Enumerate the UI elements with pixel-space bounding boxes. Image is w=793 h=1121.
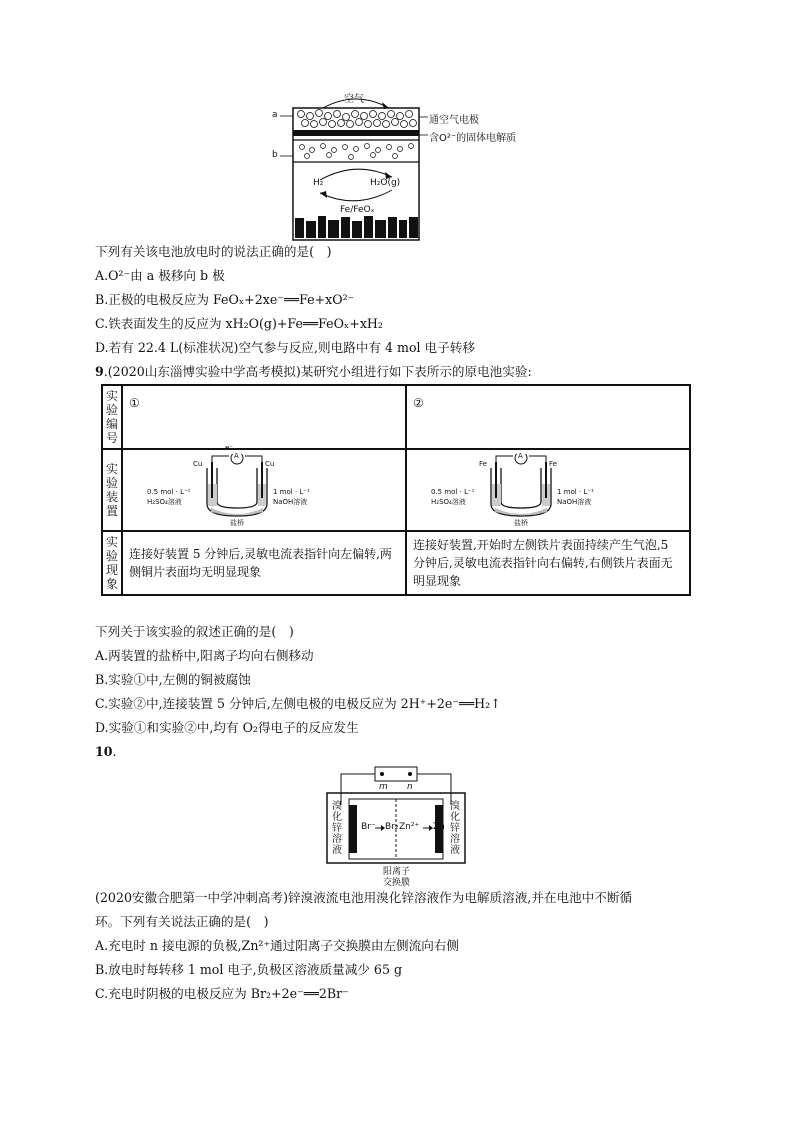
salt-bridge-2: 盐桥	[514, 519, 528, 527]
salt-bridge-1: 盐桥	[230, 519, 244, 527]
exp2-id: ②	[413, 396, 424, 410]
left-metal-1: Cu	[193, 460, 203, 468]
right-solution-2b: NaOH溶液	[557, 498, 592, 506]
q8-option-c[interactable]: C.铁表面发生的反应为 xH₂O(g)+Fe══FeOₓ+xH₂	[95, 316, 383, 331]
q9-number: 9	[95, 364, 104, 379]
row-head-id	[102, 385, 122, 449]
membrane-label-2: 交换膜	[383, 878, 411, 888]
left-solution-2b: H₂SO₄溶液	[431, 498, 466, 506]
apparatus2-cell	[406, 449, 690, 531]
left-solution-1a: 0.5 mol · L⁻¹	[147, 488, 191, 496]
observation2-cell	[406, 531, 690, 595]
q9-option-b[interactable]: B.实验①中,左侧的铜被腐蚀	[95, 672, 251, 687]
observation2: 连接好装置,开始时左侧铁片表面持续产生气泡,5 分钟后,灵敏电流表指针向右偏转,右侧铁片表面无明显现象	[413, 538, 673, 588]
q8-option-a[interactable]: A.O²⁻由 a 极移向 b 极	[95, 268, 225, 283]
right-solution-1a: 1 mol · L⁻¹	[273, 488, 310, 496]
left-sol-char: 液	[332, 845, 342, 856]
h2o-label: H₂O(g)	[370, 178, 401, 188]
row-head-id-text: 实验编号	[106, 389, 119, 445]
fuel-cell-diagram	[268, 92, 568, 242]
air-label: 空气	[344, 94, 364, 105]
q9-option-d[interactable]: D.实验①和实验②中,均有 O₂得电子的反应发生	[95, 720, 359, 735]
figure-zinc-bromine	[325, 765, 467, 887]
q9-option-a[interactable]: A.两装置的盐桥中,阳离子均向右侧移动	[95, 648, 314, 663]
row-head-observation	[102, 531, 122, 595]
q10-intro-1: (2020安徽合肥第一中学冲刺高考)锌溴液流电池用溴化锌溶液作为电解质溶液,并在电池中不断循	[95, 890, 633, 905]
q10-option-a[interactable]: A.充电时 n 接电源的负极,Zn²⁺通过阳离子交换膜由左侧流向右侧	[95, 938, 460, 953]
exp2-id-cell	[406, 385, 690, 449]
exp1-id-cell	[122, 385, 406, 449]
electron-label-1: e⁻	[225, 444, 234, 452]
right-solution-1b: NaOH溶液	[273, 498, 308, 506]
table-row-apparatus	[102, 449, 690, 531]
q9-header	[95, 363, 532, 381]
q9-intro: .(2020山东淄博实验中学高考模拟)某研究小组进行如下表所示的原电池实验:	[103, 364, 532, 379]
electrode-b-label: b	[272, 150, 278, 160]
q10-option-b[interactable]: B.放电时每转移 1 mol 电子,负极区溶液质量减少 65 g	[95, 962, 403, 977]
right-sol-char: 化	[450, 812, 460, 823]
exp1-id: ①	[129, 396, 140, 410]
right-sol-char: 锌	[450, 823, 460, 834]
q10-header	[95, 743, 117, 761]
air-electrode-label: 通空气电极	[429, 115, 479, 126]
h2-label: H₂	[313, 178, 324, 188]
br2-label: Br₂	[385, 822, 399, 832]
terminal-m: m	[379, 782, 388, 792]
right-metal-2: Fe	[549, 460, 557, 468]
right-sol-char: 溶	[450, 834, 460, 845]
br-ion-label: Br⁻	[361, 822, 376, 832]
apparatus2	[431, 452, 653, 527]
left-sol-char: 化	[332, 812, 342, 823]
q9-option-c[interactable]: C.实验②中,连接装置 5 分钟后,左侧电极的电极反应为 2H⁺+2e⁻══H₂↑	[95, 696, 501, 711]
electrode-a-label: a	[272, 110, 278, 120]
zn2-ion-label: Zn²⁺	[399, 822, 420, 832]
fe-feox-label: Fe/FeOₓ	[340, 205, 375, 215]
solid-electrolyte-label: 含O²⁻的固体电解质	[429, 133, 517, 144]
zn-label: Zn	[433, 822, 445, 832]
ammeter-a-1: A	[234, 452, 239, 460]
left-solution-label	[331, 801, 343, 856]
q10-intro-2: 环。下列有关说法正确的是( )	[95, 914, 269, 929]
table-row-observation	[102, 531, 690, 595]
right-sol-char: 溴	[450, 801, 460, 812]
table-row-id	[102, 385, 690, 449]
q9-stem: 下列关于该实验的叙述正确的是( )	[95, 624, 294, 639]
left-sol-char: 溶	[332, 834, 342, 845]
apparatus1	[147, 444, 369, 527]
left-sol-char: 锌	[332, 823, 342, 834]
right-solution-2a: 1 mol · L⁻¹	[557, 488, 594, 496]
membrane-label-1: 阳离子	[383, 867, 411, 877]
row-head-apparatus-text: 实验装置	[106, 462, 119, 518]
ammeter-a-2: A	[518, 452, 523, 460]
right-metal-1: Cu	[265, 460, 275, 468]
apparatus1-cell	[122, 444, 406, 531]
right-sol-char: 液	[450, 845, 460, 856]
row-head-observation-text: 实验现象	[106, 535, 119, 591]
figure-fuel-cell	[268, 92, 568, 242]
q10-number: 10	[95, 744, 113, 759]
q10-option-c[interactable]: C.充电时阴极的电极反应为 Br₂+2e⁻══2Br⁻	[95, 986, 349, 1001]
q10-dot: .	[112, 744, 117, 759]
observation1: 连接好装置 5 分钟后,灵敏电流表指针向左偏转,两侧铜片表面均无明显现象	[129, 547, 392, 579]
left-sol-char: 溴	[332, 801, 342, 812]
observation1-cell	[122, 531, 406, 595]
q8-option-d[interactable]: D.若有 22.4 L(标准状况)空气参与反应,则电路中有 4 mol 电子转移	[95, 340, 475, 355]
left-solution-1b: H₂SO₄溶液	[147, 498, 182, 506]
experiment-table	[101, 384, 691, 596]
row-head-apparatus	[102, 449, 122, 531]
terminal-n: n	[407, 782, 413, 792]
left-metal-2: Fe	[479, 460, 487, 468]
q8-option-b[interactable]: B.正极的电极反应为 FeOₓ+2xe⁻══Fe+xO²⁻	[95, 292, 355, 307]
right-solution-label	[449, 801, 461, 856]
left-solution-2a: 0.5 mol · L⁻¹	[431, 488, 475, 496]
q8-stem: 下列有关该电池放电时的说法正确的是( )	[95, 244, 332, 259]
